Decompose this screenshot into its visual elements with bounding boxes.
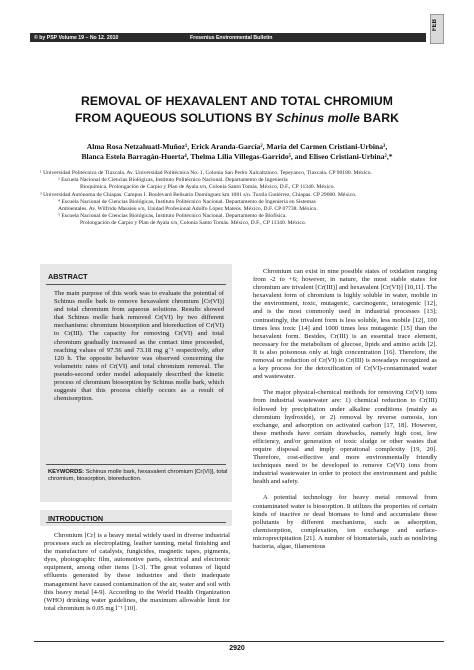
keywords [48, 469, 228, 484]
right-paragraph-3: A potential technology for heavy metal removal from contaminated water is biosorption. It utilizes the properties of certain kinds of inactive or dead biomass to bind and accumulate these pollutants by different mechanisms, such as adsorption, chemisorption, complexation, ion exchange and surface-microprecipitation [21]. A number of biomaterials, such as nonliving bacteria, algae, filamentous [253, 494, 437, 550]
affiliation-2-cont: Bioquímica. Prolongación de Carpio y Plan de Ayala s/n, Colonia Santo Tomás. México, D.F., CP 11340. México. [80, 184, 335, 191]
authors-line-2: Blanca Estela Barragán-Huerta⁴, Thelma Lilia Villegas-Garrido⁵, and Eliseo Cristiani-Urbina²,* [81, 152, 393, 161]
title-species: Schinus molle [275, 111, 360, 125]
introduction-body [44, 532, 230, 621]
abstract-heading: ABSTRACT [48, 272, 88, 281]
affiliation-5: ⁵ Escuela Nacional de Ciencias Biológicas, Instituto Politécnico Nacional. Departamento de Biofísica. [58, 213, 287, 220]
abstract-box [40, 264, 232, 502]
header-journal: Fresenius Environmental Bulletin [190, 34, 273, 41]
right-paragraph-2: The major physical-chemical methods for removing Cr(VI) ions from industrial wastewater are: 1) chemical reduction to Cr(III) followed by precipitation under alkaline conditions (mainly as chromium hydroxide), or 2) removal by reverse osmosis, ion exchange, and adsorption on activated carbon [17, 18]. However, these methods have certain drawbacks, namely high cost, low efficiency, and/or generation of toxic sludge or other wastes that require disposal and imply operational complexity [19, 20]. Therefore, cost-effective and more environmentally friendly techniques need to be developed to remove Cr(VI) ions from industrial wastewater in order to protect the environment and public health and safety. [253, 389, 437, 486]
paper-title-line-1: REMOVAL OF HEXAVALENT AND TOTAL CHROMIUM [80, 94, 394, 108]
introduction-heading: INTRODUCTION [48, 514, 104, 523]
affiliation-4-cont: Ambientales. Av. Wilfrido Massieu s/n, Unidad Profesional Adolfo López Mateos. México, D.F. CP 07738. México. [58, 206, 318, 213]
abstract-rule-top [46, 284, 226, 285]
authors-line-1: Alma Rosa Netzahuatl-Muñoz¹, Erick Aranda-García², María del Carmen Cristiani-Urbina³, [86, 142, 388, 151]
feb-tab-label: FEB [432, 19, 438, 31]
right-paragraph-1: Chromium can exist in nine possible states of oxidation ranging from -2 to +6; however, in nature, the most stable states for chromium are trivalent [Cr(III)] and hexavalent [Cr(VI)] [10,11]. The hexavalent form of chromium is highly soluble in water, mobile in the environment, toxic, mutagenic, carcinogenic, teratogenic [12], and is the most commonly used in industrial processes [13]; contrastingly, the trivalent form is less soluble, less mobile [12], 100 times less toxic [14] and 1000 times less mutagenic [15] than the hexavalent form. Besides, Cr(III) is an essential trace element, necessary for the metabolism of glucose, lipids and amino acids [2]. It is also poisonous only at high concentration [16]. Therefore, the removal or reduction of Cr(VI) to Cr(III) is nowadays recognized as a key process for the detoxification of Cr(VI)-contaminated water and wastewater. [253, 268, 437, 381]
introduction-box [40, 510, 232, 526]
affiliation-2: ² Escuela Nacional de Ciencias Biológicas, Instituto Politécnico Nacional. Departamento de Ingeniería [58, 177, 288, 184]
paper-title-line-2 [20, 111, 454, 125]
affiliation-1: ¹ Universidad Politécnica de Tlaxcala. Av. Universidad Politécnica No. 1, Colonia San Pedro Xalcaltzinco. Tepeyanco, Tlaxcala. CP 90180. México. [40, 170, 372, 176]
keywords-text: Schinus molle bark, hexavalent chromium [Cr(VI)], total chromium, biosorption, bioreduction. [48, 469, 228, 483]
page-number: 2920 [229, 645, 245, 652]
journal-header-bar [30, 33, 426, 42]
footer-rule [34, 641, 444, 642]
abstract-text: The main purpose of this work was to evaluate the potential of Schinus molle bark to remove hexavalent chromium [Cr(VI)] and total chromium from aqueous solutions. Results showed that Schinus molle bark removed Cr(VI) by two different mechanisms: chromium biosorption and bioreduction of Cr(VI) to Cr(III). The capacity for removing Cr(VI) and total chromium gradually increased as the contact time proceeded, reaching values of 97.56 and 73.18 mg g⁻¹ respectively, after 120 h. The opposite behavior was observed concerning the volumetric rates of Cr(VI) and total chromium removal. The pseudo-second order model adequately described the kinetic process of chromium biosorption by Schinus molle bark, which suggests that this process chiefly occurs as a result of chemisorption. [54, 290, 224, 403]
title-text-end: BARK [359, 111, 400, 125]
introduction-rule [46, 522, 226, 523]
feb-tab [430, 14, 444, 44]
right-column [253, 268, 437, 559]
affiliation-3: ³ Universidad Autónoma de Chiapas. Campus I. Boulevard Belisario Domínguez km 1081 s/n. Tuxtla Gutiérrez, Chiapas. CP 29000. México. [40, 191, 357, 198]
header-volume: © by PSP Volume 19 – No 12. 2010 [34, 34, 119, 41]
title-text: FROM AQUEOUS SOLUTIONS BY [74, 111, 276, 125]
abstract-rule-bottom [46, 464, 226, 465]
introduction-paragraph: Chromium [Cr] is a heavy metal widely used in diverse industrial processes such as electroplating, leather tanning, metal finishing and the manufacture of catalysts, fungicides, magnetic tapes, pigments, dyes, photographic film, automotive parts, electrical and electronic equipment, among other items [1-3]. The great volumes of liquid effluents generated by these industries and their inadequate management have caused contamination of the air, water and soil with this heavy metal [4-9]. According to the World Health Organization (WHO) drinking water guidelines, the maximum allowable limit for total chromium is 0.05 mg l⁻¹ [10]. [44, 532, 230, 612]
affiliation-5-cont: Prolongación de Carpio y Plan de Ayala s/n, Colonia Santo Tomás. México, D.F., CP 11340. México. [80, 220, 307, 227]
affiliation-4: ⁴ Escuela Nacional de Ciencias Biológicas, Instituto Politécnico Nacional. Departamento de Ingeniería en Sistemas [58, 198, 316, 205]
keywords-label: KEYWORDS: [48, 469, 85, 475]
affiliations [40, 170, 440, 228]
